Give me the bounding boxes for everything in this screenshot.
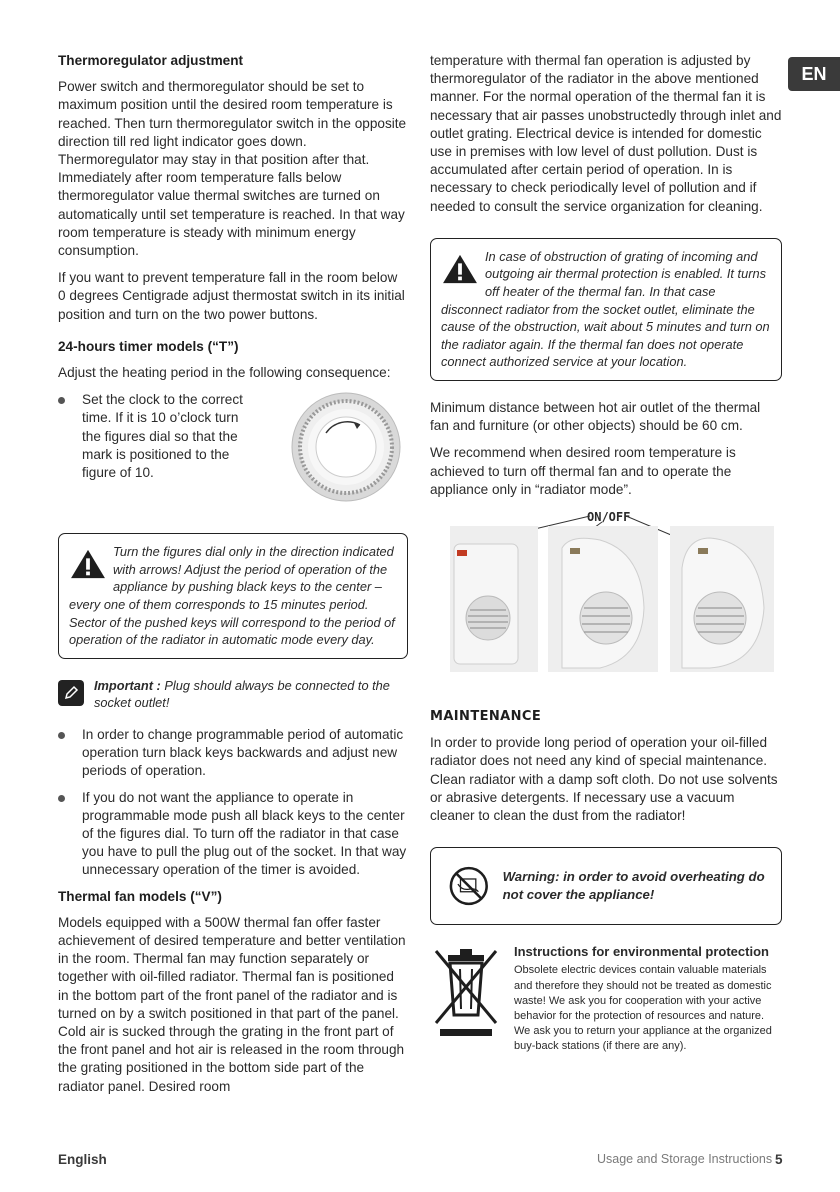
important-text: Plug should always be connected to the socket outlet! [94, 677, 390, 711]
crossed-bin-icon [430, 943, 502, 1039]
important-label: Important : [94, 677, 161, 693]
para-thermal-fan: Models equipped with a 500W thermal fan offer faster achievement of desired temperature and better ventilation in the room. Thermal fan may function separately or together with oil-filled radiator. Thermal fan is positioned in the bottom part of the front panel of the radiator and is turned on by a switch positioned in that part of the panel. Cold air is sucked through the grating in the front part of the front panel and hot air is released in the room through the grating positioned in the bottom side part of the radiator panel. Desired room [58, 914, 406, 1094]
heading-environment: Instructions for environmental protection [514, 944, 769, 960]
warning-box-fan [430, 238, 782, 381]
onoff-label: ON/OFF [587, 510, 631, 524]
para-environment: Obsolete electric devices contain valuable materials and therefore they should not be treated as domestic waste! We ask you for cooperation with your active behavior for the protection of resources and nature. We ask you to return your appliance at the organized buy-back stations (if there are any). [514, 964, 772, 1053]
para-thermoregulator-2: If you want to prevent temperature fall in the room below 0 degrees Centigrade adjust thermostat switch in its initial position and turn on the two power buttons. [58, 270, 405, 322]
bullet-list-clock [58, 391, 258, 495]
para-recommend: We recommend when desired room temperature is achieved to turn off thermal fan and to operate the appliance only in “radiator mode”. [430, 445, 736, 497]
fan-photos-svg [430, 508, 782, 684]
footer-language: English [58, 1152, 107, 1167]
language-tab: EN [788, 57, 840, 91]
do-not-cover-icon [449, 855, 489, 917]
footer-doc-title: Usage and Storage Instructions [597, 1152, 773, 1166]
warning-box-cover [430, 847, 782, 925]
heading-thermal-fan: Thermal fan models (“V”) [58, 888, 222, 904]
fan-photos [430, 508, 782, 684]
para-distance: Minimum distance between hot air outlet of the thermal fan and furniture (or other objects) should be 60 cm. [430, 399, 761, 434]
para-thermoregulator-1: Power switch and thermoregulator should be set to maximum position until the desired room temperature is reached. Then turn thermoregulator switch in the opposite direction till red light indicator goes down. Thermoregulator may stay in that position after that. Immediately after room temperature falls below thermoregulator value thermal switches are turned on automatically until set temperature is reached. In that way room temperature is steady with minimum energy consumption. [58, 79, 407, 259]
environment-text [514, 943, 782, 1054]
pencil-icon [58, 680, 84, 706]
warning-box-timer [58, 533, 408, 659]
timer-dial-image [290, 391, 402, 503]
para-maintenance: In order to provide long period of operation your oil-filled radiator does not need any kind of special maintenance. Clean radiator with a damp soft cloth. Do not use solvents or abrasive detergents. If necessary use a vacuum cleaner to clean the dust from the radiator! [430, 735, 778, 824]
important-note [58, 677, 408, 712]
warning-triangle-icon [69, 548, 107, 580]
list-item: If you do not want the appliance to operate in programmable mode push all black keys to the center of the figures dial. To turn off the radiator in that case you have to pull the plug out of the socket. In that way unnecessary operation of the timer is avoided. [58, 789, 408, 880]
footer-page-number: 5 [775, 1152, 783, 1167]
para-fan-continued: temperature with thermal fan operation is adjusted by thermoregulator of the radiator in the above mentioned manner. For the normal operation of the thermal fan it is necessary that air passes unobstructedly through inlet and outlet grating. Electrical device is intended for domestic use in premises with low level of dust pollution. Dust is accumulated after certain period of operation. In is necessary to check periodically level of pollution and if needed to consult the service organization for cleaning. [430, 53, 782, 214]
left-column [58, 52, 408, 1105]
para-timer: Adjust the heating period in the following consequence: [58, 365, 391, 381]
heading-thermoregulator: Thermoregulator adjustment [58, 53, 244, 68]
warning-triangle-icon [441, 253, 479, 285]
warning-text-fan: In case of obstruction of grating of incoming and outgoing air thermal protection is enabled. It turns off heater of the thermal fan. In that case disconnect radiator from the socket outlet, eliminate the cause of the obstruction, wait about 5 minutes and turn on the radiator again. If the thermal fan does not operate connect authorized service at your location. [441, 248, 770, 370]
timer-section [58, 391, 408, 503]
important-text-wrapper [94, 677, 408, 712]
bullet-list-timer [58, 726, 408, 880]
warning-text-cover: Warning: in order to avoid overheating do not cover the appliance! [502, 869, 765, 903]
environment-section [430, 943, 782, 1054]
right-column [430, 52, 782, 1055]
list-item: In order to change programmable period of automatic operation turn black keys backwards and adjust new periods of operation. [58, 726, 408, 781]
list-item: Set the clock to the correct time. If it is 10 o’clock turn the figures dial so that the mark is positioned to the figure of 10. [58, 391, 258, 482]
warning-text-timer: Turn the figures dial only in the direction indicated with arrows! Adjust the period of operation of the appliance by pushing black keys to the center – every one of them corresponds to 15 minutes period. Sector of the pushed keys will correspond to the period of operation of the radiator in automatic mode every day. [69, 544, 395, 648]
heading-timer: 24-hours timer models (“T”) [58, 338, 239, 354]
heading-maintenance: MAINTENANCE [430, 709, 542, 724]
